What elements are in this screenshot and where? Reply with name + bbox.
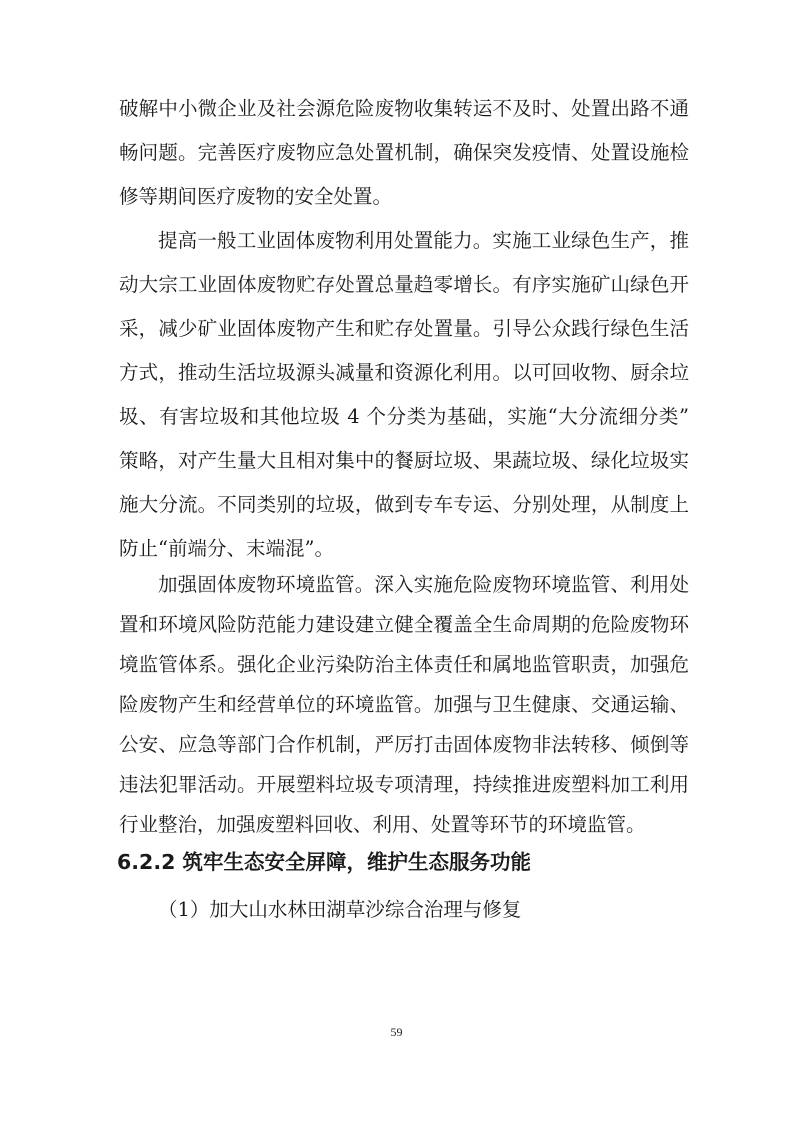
paragraph-2-line-1: 提高一般工业固体废物利用处置能力。实施工业绿色生产，推 bbox=[158, 229, 689, 252]
paragraph-2-line-8: 防止“前端分、末端混”。 bbox=[119, 537, 334, 560]
paragraph-2-line-5: 圾、有害垃圾和其他垃圾 4 个分类为基础，实施“大分流细分类” bbox=[119, 405, 689, 428]
paragraph-2-line-7: 施大分流。不同类别的垃圾，做到专车专运、分别处理，从制度上 bbox=[119, 493, 689, 516]
paragraph-2-line-3: 采，减少矿业固体废物产生和贮存处置量。引导公众践行绿色生活 bbox=[119, 317, 689, 340]
paragraph-3-line-3: 境监管体系。强化企业污染防治主体责任和属地监管职责，加强危 bbox=[119, 653, 689, 676]
paragraph-3-line-5: 公安、应急等部门合作机制，严厉打击固体废物非法转移、倾倒等 bbox=[119, 733, 689, 756]
paragraph-3-line-2: 置和环境风险防范能力建设建立健全覆盖全生命周期的危险废物环 bbox=[119, 613, 689, 636]
paragraph-1-line-2: 畅问题。完善医疗废物应急处置机制，确保突发疫情、处置设施检 bbox=[119, 141, 689, 164]
paragraph-2-line-2: 动大宗工业固体废物贮存处置总量趋零增长。有序实施矿山绿色开 bbox=[119, 273, 689, 296]
subsection-title: （1）加大山水林田湖草沙综合治理与修复 bbox=[158, 898, 522, 921]
page-number: 59 bbox=[390, 1025, 403, 1039]
paragraph-1-line-3: 修等期间医疗废物的安全处置。 bbox=[119, 185, 393, 208]
paragraph-3-line-7: 行业整治，加强废塑料回收、利用、处置等环节的环境监管。 bbox=[119, 813, 646, 836]
paragraph-3-line-6: 违法犯罪活动。开展塑料垃圾专项清理，持续推进废塑料加工利用 bbox=[119, 773, 689, 796]
paragraph-1-line-1: 破解中小微企业及社会源危险废物收集转运不及时、处置出路不通 bbox=[119, 97, 689, 120]
paragraph-3-line-1: 加强固体废物环境监管。深入实施危险废物环境监管、利用处 bbox=[158, 573, 689, 596]
paragraph-2-line-6: 策略，对产生量大且相对集中的餐厨垃圾、果蔬垃圾、绿化垃圾实 bbox=[119, 449, 689, 472]
paragraph-2-line-4: 方式，推动生活垃圾源头减量和资源化利用。以可回收物、厨余垃 bbox=[119, 361, 689, 384]
paragraph-3-line-4: 险废物产生和经营单位的环境监管。加强与卫生健康、交通运输、 bbox=[119, 693, 689, 716]
section-heading: 6.2.2 筑牢生态安全屏障，维护生态服务功能 bbox=[117, 850, 532, 874]
